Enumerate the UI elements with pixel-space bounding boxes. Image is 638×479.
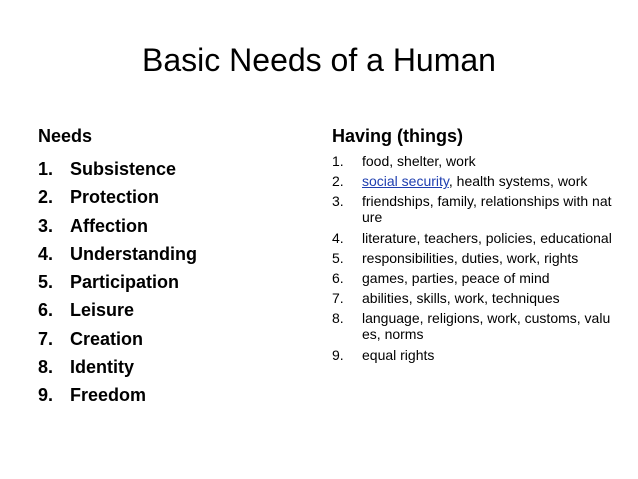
needs-item-number: 5. bbox=[38, 272, 54, 293]
needs-item bbox=[38, 268, 298, 296]
needs-item bbox=[38, 296, 298, 324]
having-item bbox=[332, 250, 612, 266]
having-item-number: 1. bbox=[332, 153, 344, 169]
having-item-number: 9. bbox=[332, 346, 344, 363]
needs-column bbox=[38, 123, 298, 410]
needs-item bbox=[38, 381, 298, 409]
having-item-number: 8. bbox=[332, 310, 344, 327]
needs-item-label: Understanding bbox=[70, 243, 198, 264]
having-header: Having (things) bbox=[332, 126, 463, 146]
having-item bbox=[332, 173, 612, 189]
having-list bbox=[332, 153, 612, 363]
having-item bbox=[332, 347, 612, 363]
having-item-number: 2. bbox=[332, 173, 344, 190]
needs-item-label: Subsistence bbox=[70, 159, 177, 179]
having-item-number: 3. bbox=[332, 193, 344, 210]
having-item-text: literature, teachers, policies, educational bbox=[362, 229, 612, 246]
having-item bbox=[332, 153, 612, 169]
needs-item-label: Affection bbox=[70, 215, 148, 236]
having-item bbox=[332, 310, 612, 342]
needs-item bbox=[38, 155, 298, 183]
needs-item bbox=[38, 353, 298, 381]
having-item-text: responsibilities, duties, work, rights bbox=[362, 249, 579, 266]
needs-header: Needs bbox=[38, 126, 93, 146]
having-item-text: abilities, skills, work, techniques bbox=[362, 290, 560, 307]
social-security-link[interactable]: social security bbox=[362, 173, 449, 190]
having-item-text: games, parties, peace of mind bbox=[362, 269, 550, 286]
having-item-number: 4. bbox=[332, 229, 344, 246]
slide-title: Basic Needs of a Human bbox=[142, 42, 496, 78]
having-item-number: 7. bbox=[332, 290, 344, 307]
having-item-text: language, religions, work, customs, values, norms bbox=[362, 310, 611, 343]
having-item-text: , health systems, work bbox=[448, 173, 588, 190]
having-column bbox=[332, 123, 612, 367]
needs-item-label: Freedom bbox=[70, 385, 147, 406]
needs-item-number: 3. bbox=[38, 215, 54, 236]
having-item bbox=[332, 270, 612, 286]
having-item-text: food, shelter, work bbox=[362, 153, 476, 169]
needs-item bbox=[38, 240, 298, 268]
having-item-text: equal rights bbox=[362, 346, 435, 363]
needs-item-number: 7. bbox=[38, 328, 54, 349]
needs-item bbox=[38, 212, 298, 240]
needs-item-label: Identity bbox=[70, 357, 135, 378]
having-item-text: friendships, family, relationships with nature bbox=[362, 193, 612, 226]
needs-item-number: 6. bbox=[38, 300, 54, 321]
needs-item-label: Creation bbox=[70, 328, 144, 349]
needs-item-number: 1. bbox=[38, 159, 54, 179]
having-item-number: 5. bbox=[332, 249, 344, 266]
needs-item-label: Protection bbox=[70, 187, 160, 208]
having-item-content bbox=[362, 173, 612, 189]
needs-item-number: 2. bbox=[38, 187, 54, 208]
needs-item-label: Leisure bbox=[70, 300, 135, 321]
having-item bbox=[332, 230, 612, 246]
needs-item-number: 8. bbox=[38, 357, 54, 378]
needs-item-number: 9. bbox=[38, 385, 54, 406]
needs-item bbox=[38, 183, 298, 211]
needs-item bbox=[38, 325, 298, 353]
needs-list bbox=[38, 155, 298, 410]
having-item bbox=[332, 290, 612, 306]
needs-item-label: Participation bbox=[70, 272, 180, 293]
having-item bbox=[332, 193, 612, 225]
having-item-number: 6. bbox=[332, 269, 344, 286]
needs-item-number: 4. bbox=[38, 243, 54, 264]
